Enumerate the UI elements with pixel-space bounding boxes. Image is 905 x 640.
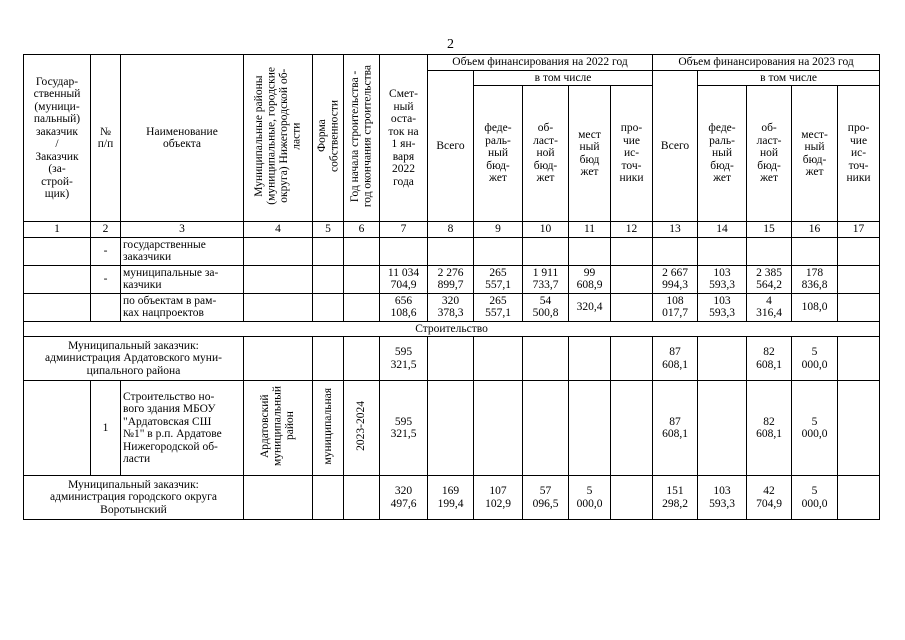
col-number: 3 xyxy=(121,222,244,238)
column-number-row xyxy=(24,222,880,238)
col-number: 15 xyxy=(747,222,792,238)
header-federal-2023: феде- раль- ный бюд- жет xyxy=(698,86,747,222)
header-customer: Государ- ственный (муници- пальный) заказчик / Заказчик (за- строй- щик) xyxy=(24,55,91,222)
cell-value: 169 199,4 xyxy=(428,476,474,520)
cell-value: 5 000,0 xyxy=(792,381,838,476)
col-number: 1 xyxy=(24,222,91,238)
row-number: 1 xyxy=(91,381,121,476)
customer-label: Муниципальный заказчик: администрация городского округа Воротынский xyxy=(24,476,244,520)
table-row-gov-customers xyxy=(24,237,880,265)
cell-value: 4 316,4 xyxy=(747,293,792,321)
section-title: Строительство xyxy=(24,321,880,337)
cell-value: 2 276 899,7 xyxy=(428,265,474,293)
cell-value: 82 608,1 xyxy=(747,337,792,381)
cell-value: 595 321,5 xyxy=(380,381,428,476)
cell-value: 656 108,6 xyxy=(380,293,428,321)
customer-label: Муниципальный заказчик: администрация Ардатовского муни- ципального района xyxy=(24,337,244,381)
cell-value: 103 593,3 xyxy=(698,265,747,293)
object-district: Ардатовский муниципальный район xyxy=(244,381,313,476)
header-including-2023: в том числе xyxy=(698,70,880,86)
cell-value: 82 608,1 xyxy=(747,381,792,476)
cell-value: 265 557,1 xyxy=(474,265,523,293)
header-other-2023: про- чие ис- точ- ники xyxy=(838,86,880,222)
row-label: муниципальные за- казчики xyxy=(121,265,244,293)
col-number: 12 xyxy=(611,222,653,238)
cell-value: 107 102,9 xyxy=(474,476,523,520)
table-row-vorotynsky-customer xyxy=(24,476,880,520)
header-regional-2023: об- ласт- ной бюд- жет xyxy=(747,86,792,222)
row-dash: - xyxy=(91,265,121,293)
header-years: Год начала строительства - год окончания строительства xyxy=(344,55,380,222)
row-label: государственные заказчики xyxy=(121,237,244,265)
cell-value: 320 497,6 xyxy=(380,476,428,520)
table-row-section xyxy=(24,321,880,337)
cell-value: 178 836,8 xyxy=(792,265,838,293)
col-number: 5 xyxy=(313,222,344,238)
col-number: 2 xyxy=(91,222,121,238)
cell-value: 320,4 xyxy=(569,293,611,321)
col-number: 16 xyxy=(792,222,838,238)
header-estimate-balance: Смет- ный оста- ток на 1 ян- варя 2022 года xyxy=(380,55,428,222)
header-districts: Муниципальные районы (муниципальные, городские округа) Нижегородской об- ласти xyxy=(244,55,313,222)
cell-value: 11 034 704,9 xyxy=(380,265,428,293)
cell-value: 5 000,0 xyxy=(792,337,838,381)
cell-value: 595 321,5 xyxy=(380,337,428,381)
header-local-2023: мест- ный бюд- жет xyxy=(792,86,838,222)
table-row-ardatov-customer xyxy=(24,337,880,381)
cell-value: 2 385 564,2 xyxy=(747,265,792,293)
header-number: № п/п xyxy=(91,55,121,222)
table-row-mun-customers xyxy=(24,265,880,293)
header-federal-2022: феде- раль- ный бюд- жет xyxy=(474,86,523,222)
cell-value: 108 017,7 xyxy=(653,293,698,321)
cell-value: 5 000,0 xyxy=(792,476,838,520)
header-financing-2022: Объем финансирования на 2022 год xyxy=(428,55,653,71)
header-total-2023: Всего xyxy=(653,70,698,222)
header-ownership: Форма собственности xyxy=(313,55,344,222)
header-total-2022: Всего xyxy=(428,70,474,222)
header-object-name: Наименование объекта xyxy=(121,55,244,222)
page-number: 2 xyxy=(447,37,454,52)
object-ownership: муниципальная xyxy=(313,381,344,476)
col-number: 11 xyxy=(569,222,611,238)
header-local-2022: мест ный бюд жет xyxy=(569,86,611,222)
col-number: 9 xyxy=(474,222,523,238)
col-number: 8 xyxy=(428,222,474,238)
cell-value: 151 298,2 xyxy=(653,476,698,520)
cell-value: 320 378,3 xyxy=(428,293,474,321)
cell-value: 108,0 xyxy=(792,293,838,321)
col-number: 13 xyxy=(653,222,698,238)
cell-value: 99 608,9 xyxy=(569,265,611,293)
cell-value: 87 608,1 xyxy=(653,337,698,381)
header-financing-2023: Объем финансирования на 2023 год xyxy=(653,55,880,71)
header-including-2022: в том числе xyxy=(474,70,653,86)
cell-value: 87 608,1 xyxy=(653,381,698,476)
col-number: 4 xyxy=(244,222,313,238)
cell-value: 54 500,8 xyxy=(523,293,569,321)
object-years: 2023-2024 xyxy=(344,381,380,476)
cell-value: 57 096,5 xyxy=(523,476,569,520)
col-number: 17 xyxy=(838,222,880,238)
table-row-national-projects xyxy=(24,293,880,321)
col-number: 14 xyxy=(698,222,747,238)
row-dash: - xyxy=(91,237,121,265)
cell-value: 1 911 733,7 xyxy=(523,265,569,293)
cell-value: 5 000,0 xyxy=(569,476,611,520)
cell-value: 2 667 994,3 xyxy=(653,265,698,293)
object-name: Строительство но- вого здания МБОУ "Ардатовская СШ №1" в р.п. Ардатове Нижегородской об- ласти xyxy=(121,381,244,476)
col-number: 7 xyxy=(380,222,428,238)
table-row-object xyxy=(24,381,880,476)
col-number: 6 xyxy=(344,222,380,238)
col-number: 10 xyxy=(523,222,569,238)
cell-value: 42 704,9 xyxy=(747,476,792,520)
cell-value: 103 593,3 xyxy=(698,293,747,321)
header-regional-2022: об- ласт- ной бюд- жет xyxy=(523,86,569,222)
cell-value: 103 593,3 xyxy=(698,476,747,520)
financing-table xyxy=(23,54,880,520)
cell-value: 265 557,1 xyxy=(474,293,523,321)
row-label: по объектам в рам- ках нацпроектов xyxy=(121,293,244,321)
header-other-2022: про- чие ис- точ- ники xyxy=(611,86,653,222)
